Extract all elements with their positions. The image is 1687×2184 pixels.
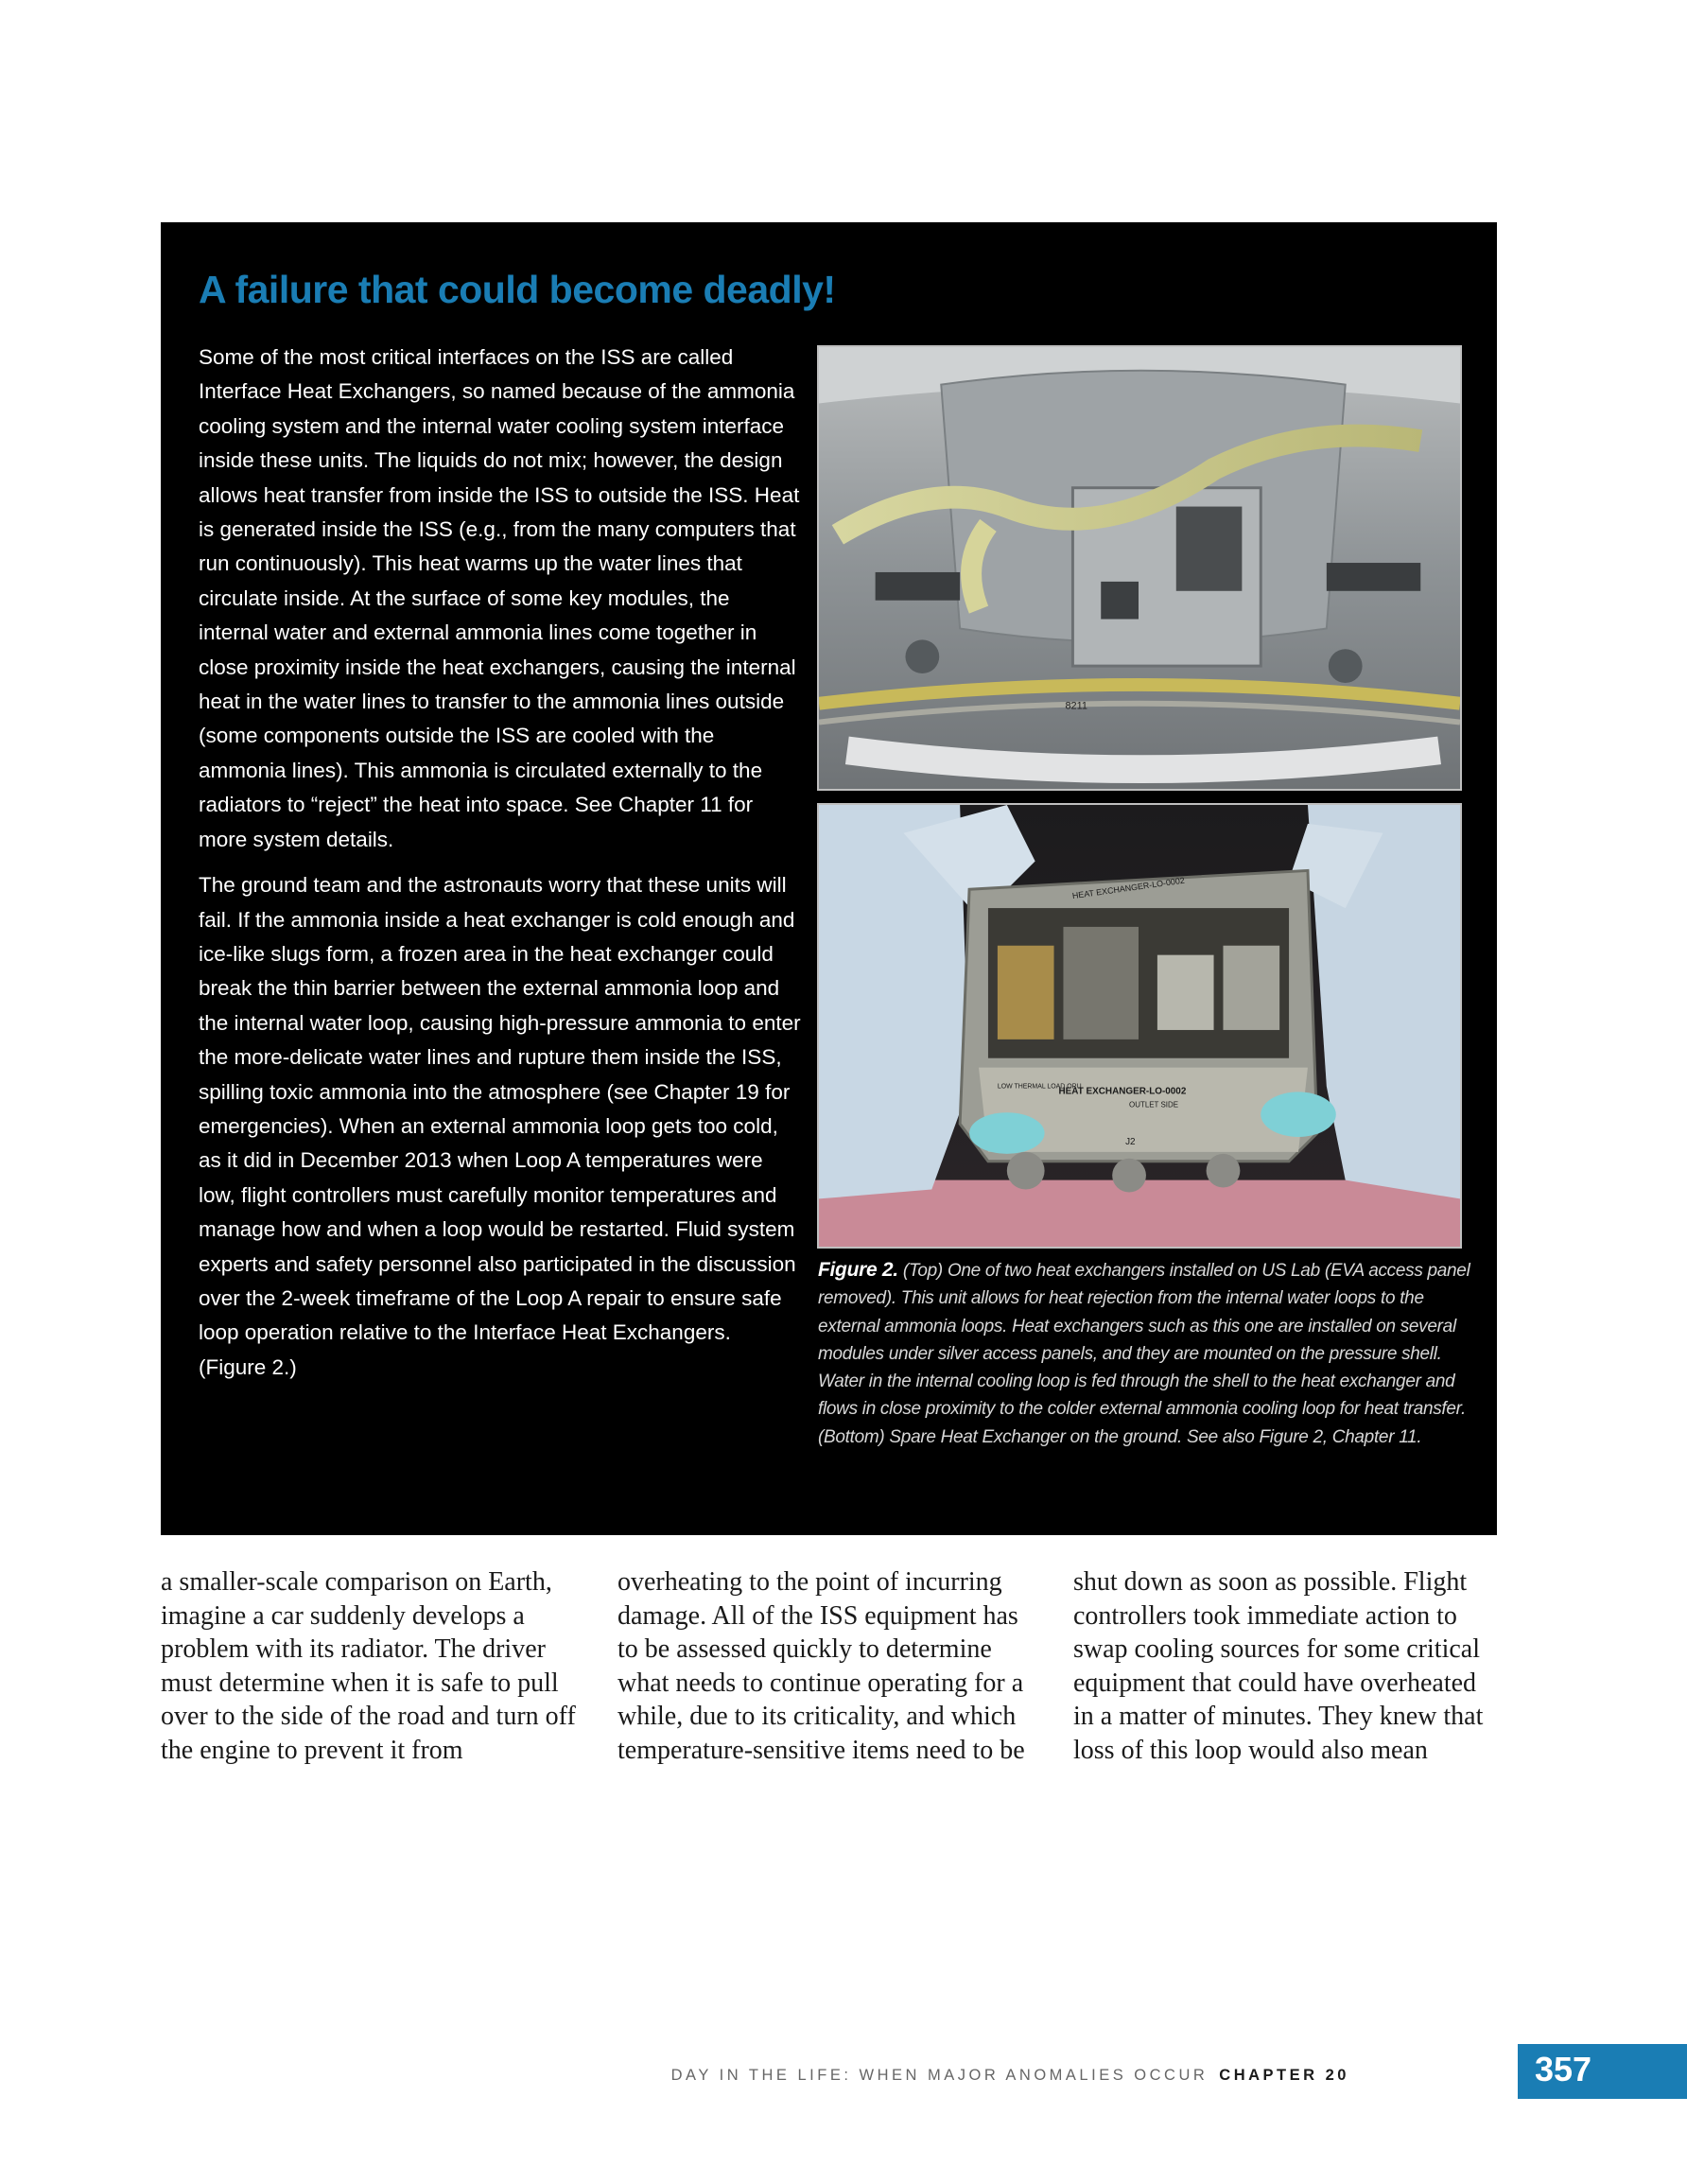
chapter-label: CHAPTER 20 (1219, 2067, 1349, 2084)
running-head: DAY IN THE LIFE: WHEN MAJOR ANOMALIES OCCUR (670, 2067, 1209, 2084)
body-column-1: a smaller-scale comparison on Earth, imagine a car suddenly develops a problem with its radiator. The driver must determine when it is safe to pull over to the side of the road and turn off the engine to prevent it from (161, 1567, 576, 1765)
sidebar-title: A failure that could become deadly! (199, 268, 836, 311)
figure-caption (818, 1256, 1470, 1451)
photo-bottom-label-3: LOW THERMAL LOAD ORU (997, 1083, 1082, 1091)
page-number: 357 (1535, 2050, 1592, 2088)
body-column-2: overheating to the point of incurring damage. All of the ISS equipment has to be assessed quickly to determine what needs to continue operating for a while, due to its criticality, and which temperature-sensitive items need to be (617, 1567, 1025, 1765)
sidebar-body (199, 341, 804, 1396)
sidebar-paragraph-1: Some of the most critical interfaces on the ISS are called Interface Heat Exchangers, so named because of the ammonia cooling system and the internal water cooling system interface inside these units. The liquids do not mix; however, the design allows heat transfer from inside the ISS to outside the ISS. Heat is generated inside the ISS (e.g., from the many computers that run continuously). This heat warms up the water lines that circulate inside. At the surface of some key modules, the internal water and external ammonia lines come together in close proximity inside the heat exchangers, causing the internal heat in the water lines to transfer to the ammonia lines outside (some components outside the ISS are cooled with the ammonia lines). This ammonia is circulated externally to the radiators to “reject” the heat into space. See Chapter 11 for more system details. (199, 345, 800, 851)
page-number-box (1518, 2044, 1687, 2099)
figure-photo-top (817, 345, 1462, 791)
photo-bottom-label-4: HEAT EXCHANGER-LO-0002 (1071, 875, 1186, 901)
sidebar-box (161, 222, 1497, 1535)
figure-photo-bottom (817, 803, 1462, 1249)
photo-top-label: 8211 (1065, 700, 1087, 712)
body-column-3: shut down as soon as possible. Flight controllers took immediate action to swap cooling sources for some critical equipment that could have overheated in a matter of minutes. They knew that loss of this loop would also mean (1073, 1567, 1484, 1765)
figure-label: Figure 2. (818, 1259, 898, 1281)
photo-bottom-label-1: HEAT EXCHANGER-LO-0002 (1058, 1086, 1187, 1097)
figure-caption-text: (Top) One of two heat exchangers installed on US Lab (EVA access panel removed). This unit allows for heat rejection from the internal water loops to the external ammonia loops. Heat exchangers such as this one are installed on several modules under silver access panels, and they are mounted on the pressure shell. Water in the internal cooling loop is fed through the shell to the heat exchanger and flows in close proximity to the colder external ammonia cooling loop for heat transfer. (Bottom) Spare Heat Exchanger on the ground. See also Figure 2, Chapter 11. (818, 1261, 1470, 1447)
photo-bottom-label-2: OUTLET SIDE (1129, 1100, 1179, 1109)
running-footer (671, 2067, 1349, 2085)
photo-bottom-label-5: J2 (1125, 1136, 1136, 1147)
sidebar-paragraph-2: The ground team and the astronauts worry that these units will fail. If the ammonia inside a heat exchanger is cold enough and ice-like slugs form, a frozen area in the heat exchanger could break the thin barrier between the external ammonia loop and the internal water loop, causing high-pressure ammonia to enter the more-delicate water lines and rupture them inside the ISS, spilling toxic ammonia into the atmosphere (see Chapter 19 for emergencies). When an external ammonia loop gets too cold, as it did in December 2013 when Loop A temperatures were low, flight controllers must carefully monitor temperatures and manage how and when a loop would be restarted. Fluid system experts and safety personnel also participated in the discussion over the 2-week timeframe of the Loop A repair to ensure safe loop operation relative to the Interface Heat Exchangers. (Figure 2.) (199, 873, 801, 1379)
